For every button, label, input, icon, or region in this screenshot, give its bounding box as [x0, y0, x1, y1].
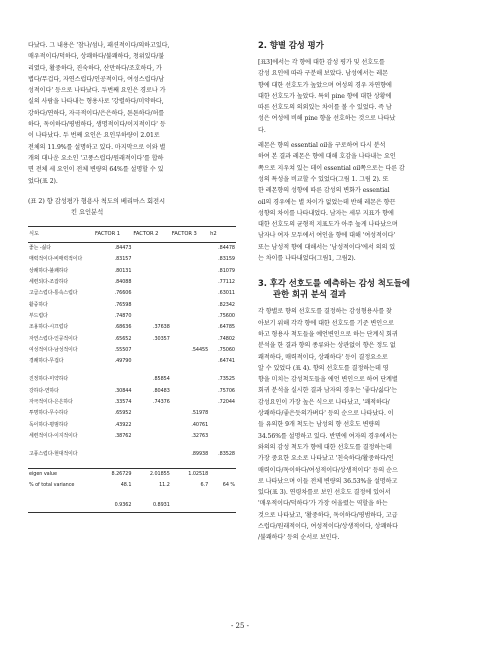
text-line: 성의 특성을 비교할 수 있었다(그림 1. 그림 2). 또 — [258, 175, 389, 183]
text-line: 실의 사람을 나타내는 형용사로 '강렬하다/미약하다, — [28, 98, 164, 106]
table-cell: .64785 — [218, 324, 235, 331]
table-cell — [132, 266, 170, 277]
table-cell: .54455 — [191, 346, 209, 353]
table-cell: 8.26729 — [94, 468, 132, 480]
section2-paragraph1 — [258, 57, 456, 136]
table-cell — [132, 300, 170, 311]
table-cell: 0.9362 — [94, 500, 132, 512]
table-cell — [171, 311, 209, 322]
table-cell — [132, 288, 170, 299]
table-row — [28, 468, 236, 480]
table-row — [28, 420, 236, 431]
table-cell: .32763 — [191, 432, 209, 439]
table-cell — [132, 356, 170, 367]
text-line: 가장 중요한 요소로 나타났고 '친숙하다/활중하다/인 — [258, 455, 394, 463]
table-cell: 강하다-연하다 — [29, 387, 59, 394]
table-cell: .65952 — [114, 410, 132, 417]
table-cell: .30844 — [114, 387, 132, 394]
table-header-cell: 식도 — [28, 226, 94, 242]
table-cell: .51978 — [191, 410, 209, 417]
left-paragraph — [28, 40, 236, 187]
table-row — [28, 345, 236, 356]
table-cell: .74376 — [152, 399, 170, 406]
section2-paragraph2 — [258, 140, 456, 264]
table-cell — [171, 374, 209, 385]
table-cell: .49790 — [114, 358, 132, 365]
table-cell: 세련적이다-이지적이다 — [29, 432, 78, 439]
table-cell: .80483 — [152, 387, 170, 394]
table-cell — [171, 254, 209, 265]
table-cell: .74802 — [218, 335, 235, 342]
table-cell: 64 % — [222, 481, 235, 488]
text-line: 와의의 감성 척도가 향에 대한 선호도를 결정하는데 — [258, 443, 392, 451]
table-cell: .85854 — [152, 376, 170, 383]
table-cell — [209, 500, 236, 512]
table-cell: .84473 — [114, 245, 132, 252]
right-column — [258, 40, 456, 544]
table-cell — [209, 468, 236, 480]
text-line: 매력이다/독이하다/여성적이다/상생적이다' 등의 순으 — [258, 466, 398, 474]
text-line: 스럽다/원래적이다, 여성적이다/상생적이다, 상쾌하다 — [258, 522, 398, 530]
table-row — [28, 397, 236, 408]
table-cell — [209, 420, 236, 431]
text-line: 쪽으로 지우쳐 있는 데이 essential oil쪽으로는 다른 감 — [258, 164, 405, 172]
table-cell: .33574 — [114, 399, 132, 406]
table-cell: 투명하다-무수하다 — [29, 410, 69, 417]
section3-heading — [258, 278, 456, 300]
text-line: 쾌적하다, 매력적이다, 상쾌하다' 등이 결정요소로 — [258, 353, 388, 361]
table-cell: .81079 — [218, 267, 235, 274]
text-line: '매우적이다/덕하다'가 가장 어울렸는 역할을 하는 — [258, 500, 388, 508]
table-header-cell: FACTOR 2 — [132, 226, 170, 242]
table-cell: .77112 — [218, 279, 235, 286]
text-line: 면 전체 세 요인이 전체 변량의 64%를 설명할 수 있 — [28, 166, 164, 174]
table-cell: 2.01855 — [132, 468, 170, 480]
table-cell: .72044 — [218, 399, 235, 406]
section2-heading: 2. 향별 감성 평가 — [258, 40, 324, 50]
table-cell — [28, 491, 94, 500]
text-line: 회귀 분석을 실시한 결과 남자의 경우는 '좋다/싫다'는 — [258, 387, 398, 395]
table-cell — [171, 356, 209, 367]
table-spacer-row — [28, 367, 236, 374]
table-cell: .84088 — [114, 279, 132, 286]
table-row — [28, 288, 236, 299]
text-line: 대한 선호도가 높았다. 특히 pine 향에 대한 상황에 — [258, 92, 392, 100]
table-body — [28, 243, 236, 513]
table-caption — [28, 196, 236, 218]
table-cell — [171, 277, 209, 288]
table-row — [28, 311, 236, 322]
text-line: 이 나타났다. 두 번째 요인은 요인부하량이 2.01로 — [28, 132, 160, 140]
text-line: 성적이다' 등으로 나타났다. 두번째 요인은 경로나 가 — [28, 87, 166, 95]
table-row — [28, 431, 236, 442]
table-row — [28, 243, 236, 255]
table-cell: .74870 — [114, 312, 132, 319]
table-cell: .65652 — [114, 335, 132, 342]
text-line: 감성요인이 가장 높은 식으로 나타났고, '쾌적하다/ — [258, 398, 390, 406]
table-cell: 좋는 -싫다 — [29, 245, 51, 252]
text-line: 로 나타났으며 이들 전체 변량의 36.53%을 설명하고 — [258, 477, 398, 485]
table-cell: 자극적이다-은은하다 — [29, 399, 73, 406]
text-line: 알 수 있었다 (표 4). 향의 선호도를 결정하는데 영 — [258, 364, 389, 372]
table-cell: 0.8931 — [132, 500, 170, 512]
table-row — [28, 374, 236, 385]
table-cell — [94, 491, 132, 500]
table-cell: 부드럽다 — [29, 312, 48, 319]
table-row — [28, 277, 236, 288]
text-line: 향을 미치는 감성척도들을 에언 변인으로 하여 단계별 — [258, 376, 398, 384]
section3-paragraph — [258, 306, 456, 543]
table-cell: .89938 — [191, 451, 209, 458]
table-cell: .75600 — [218, 312, 235, 319]
table-cell: 매력적이다-비매력적이다 — [29, 256, 83, 263]
text-line: 감성 요인에 따라 구분해 보았다. 남성에서는 레몬 — [258, 70, 388, 78]
table-cell: 여성적이다-남성적이다 — [29, 346, 78, 353]
table-cell: .43922 — [114, 421, 132, 428]
text-line: 있다(표 3). 연령차를로 보인 선호도 결정에 있어서 — [258, 489, 391, 497]
table-cell: 조용하다-시끄럽다 — [29, 324, 69, 331]
table-cell — [171, 491, 209, 500]
table-header-row — [28, 226, 236, 242]
table-cell: .73525 — [218, 376, 235, 383]
table-cell: .82342 — [218, 301, 235, 308]
table-cell — [171, 500, 209, 512]
table-cell: .75060 — [218, 346, 235, 353]
text-line: 다났다. 그 내용은 '참나/섬나, 패션적이다/의하고있다, — [28, 42, 170, 49]
table-cell — [132, 254, 170, 265]
text-line: 대한 선호도의 균형적 지표도가 아주 높게 나타났으며 — [258, 221, 398, 229]
table-row — [28, 322, 236, 333]
table-cell — [94, 449, 132, 460]
text-line: 전체의 11.9%를 설명하고 있다. 마지막으로 이와 별 — [28, 143, 166, 151]
table-cell: 1.02518 — [171, 468, 209, 480]
table-cell — [132, 491, 170, 500]
text-line: 매우적이다/덕하다, 상쾌하다/불쾌하다, 청위있다/불 — [28, 53, 165, 61]
table-cell: .63011 — [218, 290, 235, 297]
table-cell — [94, 374, 132, 385]
table-spacer-row — [28, 461, 236, 469]
table-row — [28, 386, 236, 397]
table-cell: .40761 — [191, 421, 209, 428]
text-line: 남자나 여자 모두에서 여인을 향에 대해 '여성적이다' — [258, 232, 396, 240]
table-cell — [209, 408, 236, 419]
table-cell: 11.2 — [159, 481, 170, 488]
table-row — [28, 449, 236, 460]
table-cell: .84478 — [218, 245, 235, 252]
table-cell: 고급스럽다-통속스럽다 — [29, 290, 78, 297]
text-line: 다. — [258, 126, 266, 134]
table-cell: .75706 — [218, 387, 235, 394]
table-cell — [132, 243, 170, 255]
text-line: [표3]에서는 각 향에 대한 감성 평가 및 선호도를 — [258, 59, 385, 66]
text-line: 는 차이를 나타내었다(그림1, 그림2). — [258, 255, 356, 263]
table-cell: .76598 — [114, 301, 132, 308]
table-header-cell: FACTOR 1 — [94, 226, 132, 242]
text-line: 하다, 독이하다/평범하다, 생명적이다/이지적이다' 등 — [28, 121, 166, 129]
text-line: 레몬은 향의 essential oil을 구로하여 다시 분석 — [258, 142, 386, 150]
table-cell: .55507 — [114, 346, 132, 353]
table-cell — [132, 431, 170, 442]
table-row — [28, 356, 236, 367]
table-cell — [171, 386, 209, 397]
table-cell: .83528 — [218, 451, 235, 458]
table-cell: 진정하다-미약하다 — [29, 376, 69, 383]
text-line: 리였다, 활중하다, 진숙하다, 산만하다/조호하다, 가 — [28, 64, 162, 72]
table-cell — [132, 420, 170, 431]
table-header-cell: h2 — [209, 226, 236, 242]
table-cell: 활중하다 — [29, 301, 48, 308]
table-row — [28, 266, 236, 277]
table-cell: .37638 — [152, 324, 170, 331]
table-cell — [171, 288, 209, 299]
table-caption-line2: 킨 요인분석 — [71, 208, 104, 216]
text-line: 하고 형용사 척도들을 예언변인으로 하는 단계식 회귀 — [258, 330, 398, 338]
table-cell — [171, 334, 209, 345]
table-cell — [132, 311, 170, 322]
table-row — [28, 408, 236, 419]
table-cell: % of total variance — [29, 481, 75, 488]
table-cell: 독이하다-평범하다 — [29, 421, 69, 428]
table-cell — [171, 243, 209, 255]
table-spacer-row — [28, 442, 236, 449]
table-cell — [171, 322, 209, 333]
table-cell — [171, 397, 209, 408]
table-cell: 세련되다-조잡하다 — [29, 279, 69, 286]
text-line: 성은 여성에 비해 pine 향을 선호하는 것으로 나타났 — [258, 115, 396, 123]
text-line: 들 유의한 9개 척도는 남성의 향 선호도 변량의 — [258, 421, 381, 429]
table-cell — [132, 345, 170, 356]
table-cell — [209, 491, 236, 500]
text-line: 각 향별로 향의 선호도를 결정하는 감성형용사를 찾 — [258, 308, 392, 316]
text-line: 었다(표 2). — [28, 177, 58, 185]
table-cell: .68636 — [114, 324, 132, 331]
table-cell: .80131 — [114, 267, 132, 274]
text-line: 따른 선호도의 의외있는 차이를 볼 수 있었다. 즉 남 — [258, 104, 392, 112]
table-cell — [132, 277, 170, 288]
table-cell — [209, 431, 236, 442]
left-column — [28, 40, 236, 513]
table-cell: 자연스럽다-인공적이다 — [29, 335, 78, 342]
table-cell: .76606 — [114, 290, 132, 297]
text-line: 성향의 차이를 나타내었다. 남자는 세부 지표가 향에 — [258, 209, 394, 217]
table-cell: .30357 — [152, 335, 170, 342]
table-row — [28, 500, 236, 512]
table-cell: .38762 — [114, 432, 132, 439]
table-row — [28, 334, 236, 345]
text-line: 하여 본 결과 레몬은 향에 대해 호감을 나타내는 요인 — [258, 153, 396, 161]
page-number: - 25 - — [230, 622, 250, 630]
table-caption-line1: (표 2) 향 감성평가 형용사 척도의 베리마스 회전시 — [28, 197, 166, 205]
text-line: 것으로 나타났고, '활중하다, 독이하다/평범하다, 고급 — [258, 511, 398, 519]
table-cell: eigen value — [28, 468, 94, 480]
table-cell — [28, 500, 94, 512]
table-header-cell: FACTOR 3 — [171, 226, 209, 242]
text-line: /불쾌하다' 등의 순서로 보인다. — [258, 534, 340, 542]
text-line: 34.56%를 설명하고 있다. 반면에 여자의 경우에서는 — [258, 432, 398, 440]
table-cell — [171, 266, 209, 277]
text-line: 분석을 한 결과 향의 종류와는 상관없이 향은 정도 없 — [258, 342, 396, 350]
text-line: 개의 대나운 요소인 '고풍스럽다/원래적이다'를 합하 — [28, 154, 164, 162]
table-cell: 경쾌하다-무겁다 — [29, 358, 64, 365]
table-cell — [132, 449, 170, 460]
text-line: 강하다/연하다, 자극적이다/은은하다, 튼튼하다/허를 — [28, 109, 165, 117]
table-row — [28, 480, 236, 491]
table-row — [28, 254, 236, 265]
text-line: 한 레몬향의 성향에 따른 감성의 변화가 essential — [258, 187, 390, 195]
table-cell: 상쾌하다-불쾌하다 — [29, 267, 69, 274]
section3-heading-line1: 3. 후각 선호도를 예측하는 감성 척도들에 — [258, 278, 410, 289]
text-line: 볍다/무겁다, 자연스럽다/인공적이다, 여성스럽다/남 — [28, 75, 165, 83]
table-cell: .64741 — [218, 358, 235, 365]
table-cell: 48.1 — [120, 481, 132, 488]
table-row — [28, 300, 236, 311]
factor-analysis-table — [28, 226, 236, 513]
table-cell: .83159 — [218, 256, 235, 263]
text-line: oil의 경우에는 별 차이가 없었는데 반해 레몬은 향끈 — [258, 198, 396, 206]
table-cell: 고풍스럽다-현대적이다 — [29, 451, 78, 458]
table-cell: .83157 — [114, 256, 132, 263]
table-cell — [171, 300, 209, 311]
text-line: 향에 대한 선호도가 높았으며 여성의 경우 자연향에 — [258, 81, 392, 89]
section3-heading-line2: 관한 회귀 분석 결과 — [273, 289, 346, 300]
text-line: 아보기 위해 각각 향에 대한 선호도를 기준 변인으로 — [258, 319, 394, 327]
text-line: 상쾌하다/좋은듯의가벼다' 등의 순으로 나타났다. 이 — [258, 410, 394, 418]
table-cell — [132, 408, 170, 419]
table-cell: 6.7 — [200, 481, 209, 488]
table-row — [28, 491, 236, 500]
text-line: 또는 남성적 향에 대해서는 '남성적이다'에서 의의 있 — [258, 243, 396, 251]
